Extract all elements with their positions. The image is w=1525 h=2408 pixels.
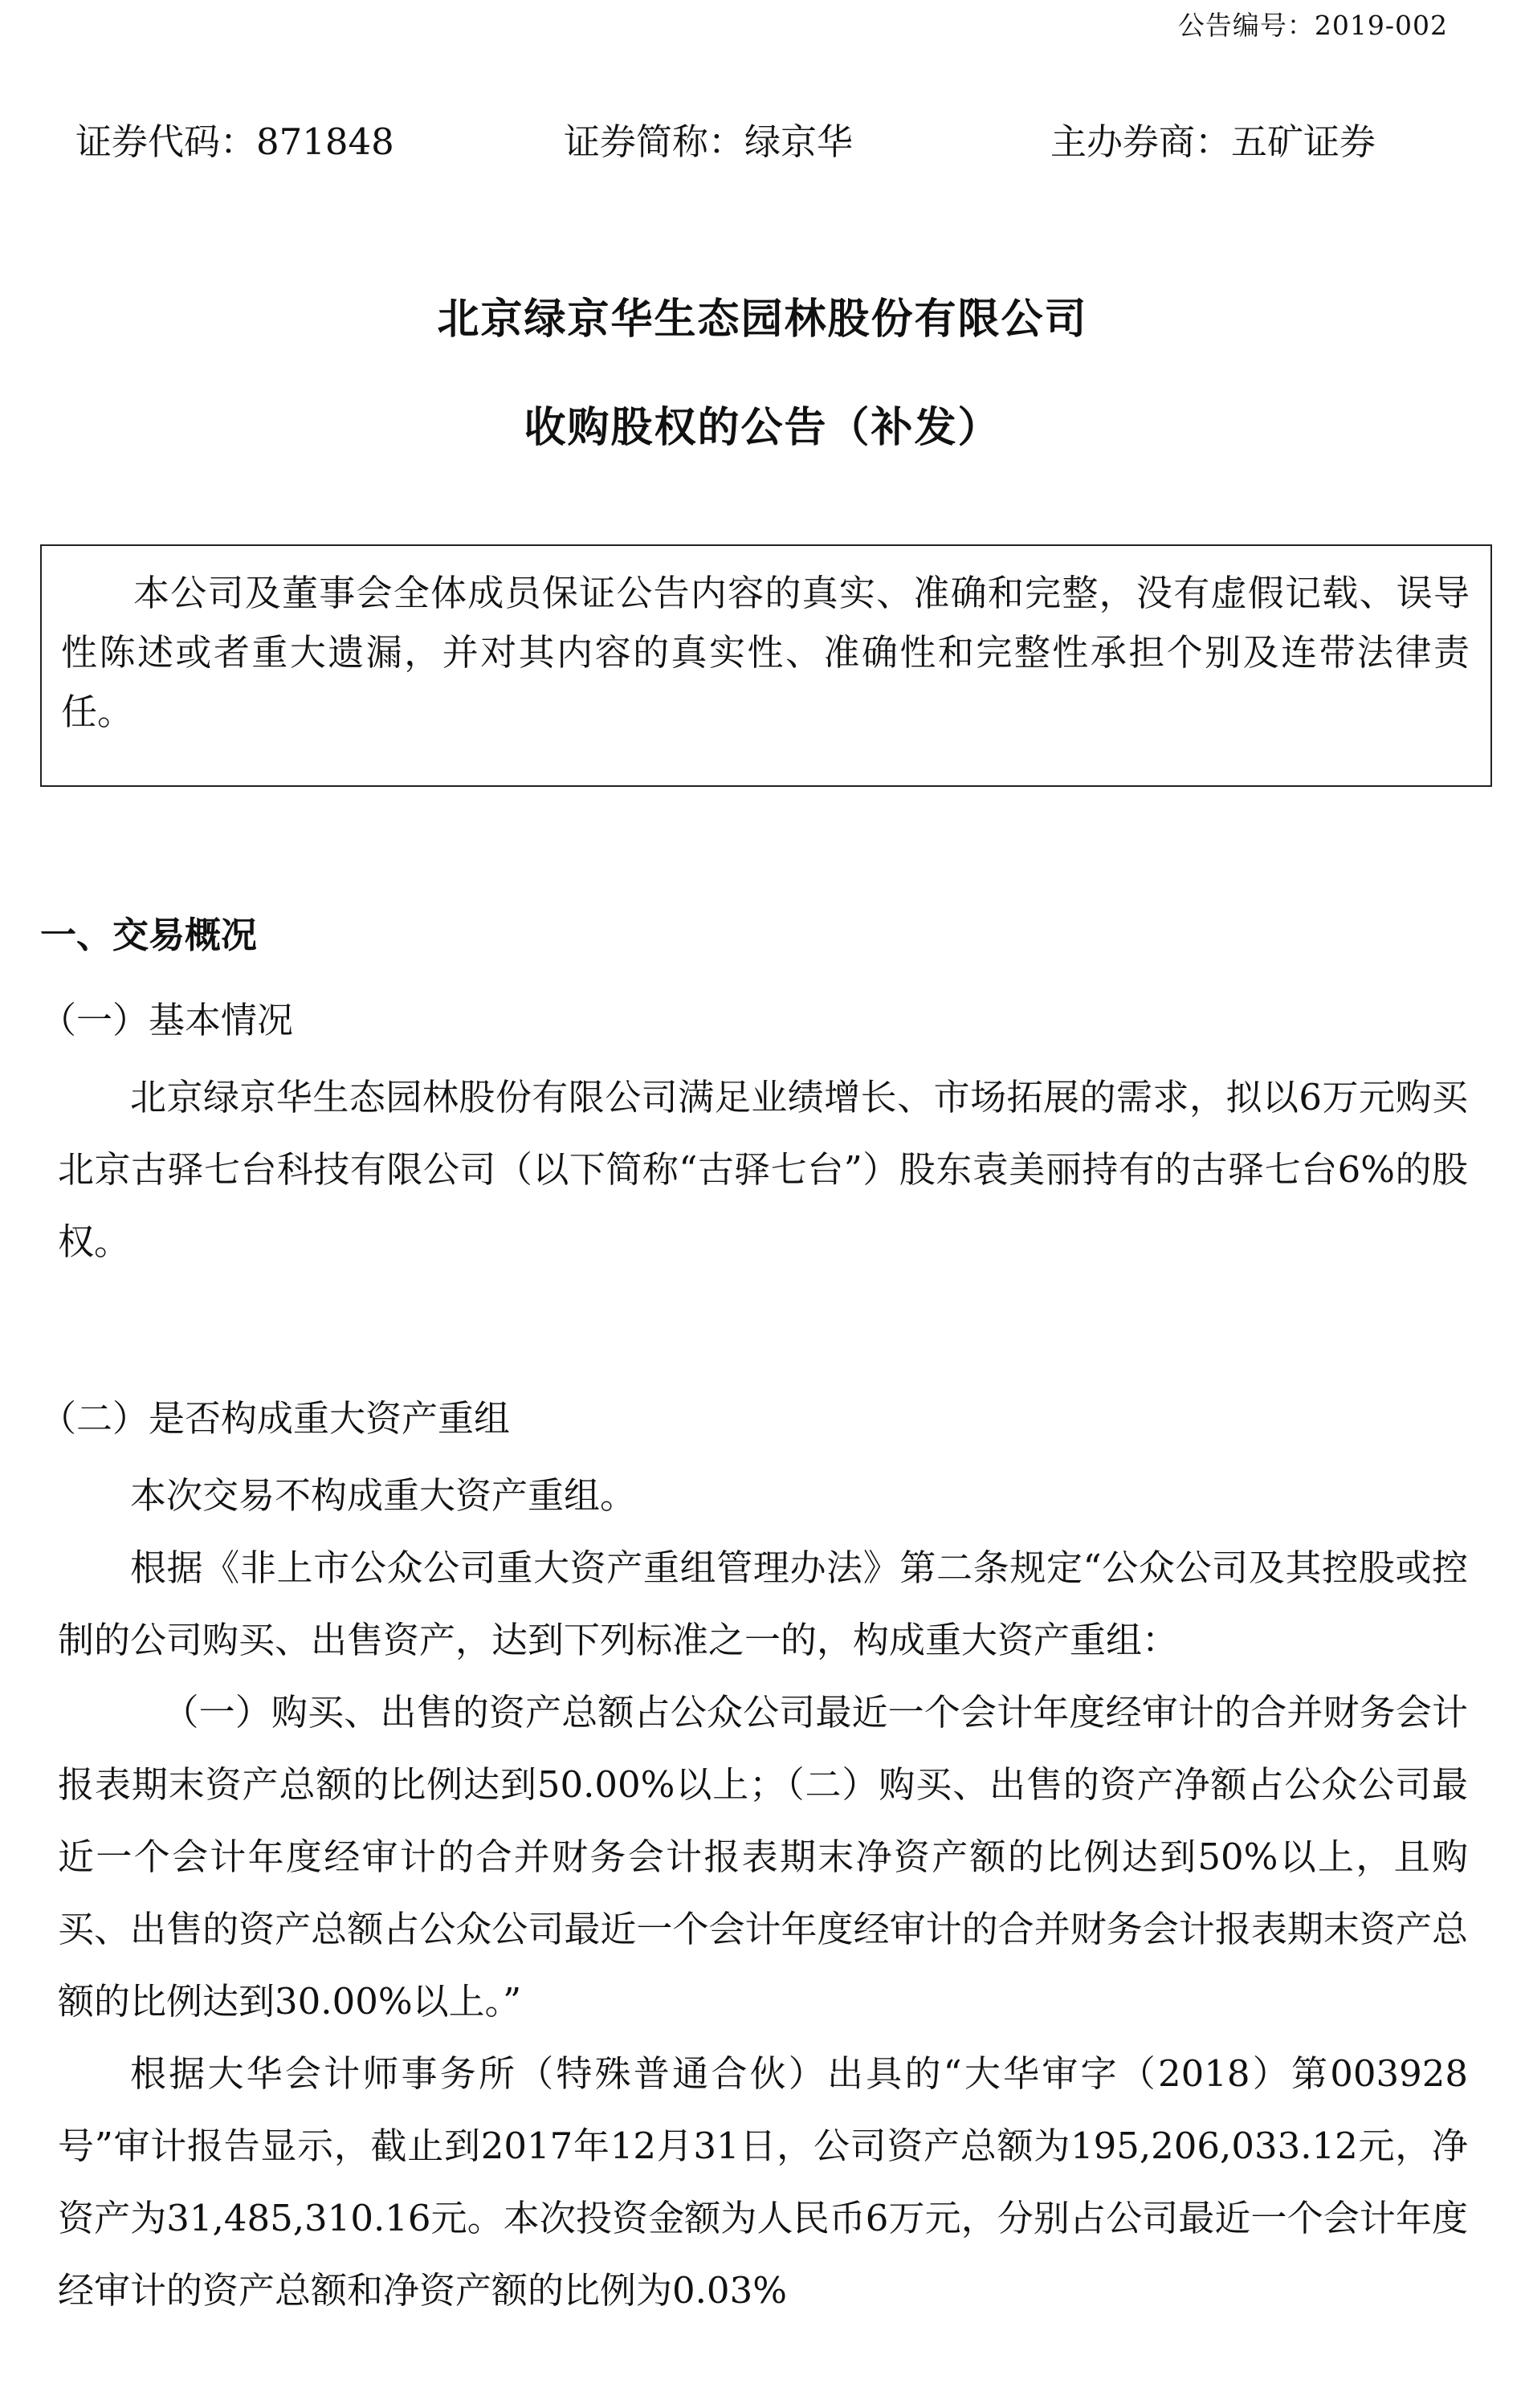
doc-number: 公告编号：2019-002: [1177, 10, 1448, 41]
section-heading-transaction-overview: 一、交易概况: [40, 914, 258, 956]
sponsoring-broker: 主办券商：五矿证券: [1050, 120, 1376, 163]
announcement-title: 收购股权的公告（补发）: [524, 404, 1001, 452]
paragraph-regulation-criteria: （一）购买、出售的资产总额占公众公司最近一个会计年度经审计的合并财务会计报表期末资产总额的比例达到50.00%以上；（二）购买、出售的资产净额占公众公司最近一个会计年度经审计的合并财务会计报表期末净资产额的比例达到50%以上，且购买、出售的资产总额占公众公司最近一个会计年度经审计的合并财务会计报表期末资产总额的比例达到30.00%以上。”: [58, 1691, 1468, 2023]
subsection-heading-basic-info: （一）基本情况: [40, 999, 294, 1041]
paragraph-not-restructuring: 本次交易不构成重大资产重组。: [130, 1474, 637, 1517]
securities-abbreviation: 证券简称：绿京华: [564, 120, 854, 163]
company-title: 北京绿京华生态园林股份有限公司: [437, 295, 1088, 344]
securities-code: 证券代码：871848: [75, 120, 394, 163]
board-statement-box: 本公司及董事会全体成员保证公告内容的真实、准确和完整，没有虚假记载、误导性陈述或者重大遗漏，并对其内容的真实性、准确性和完整性承担个别及连带法律责任。: [40, 544, 1492, 787]
paragraph-basic-info: 北京绿京华生态园林股份有限公司满足业绩增长、市场拓展的需求，拟以6万元购买北京古驿七台科技有限公司（以下简称“古驿七台”）股东袁美丽持有的古驿七台6%的股权。: [58, 1076, 1468, 1263]
subsection-heading-major-restructuring: （二）是否构成重大资产重组: [40, 1397, 511, 1440]
paragraph-regulation-basis: 根据《非上市公众公司重大资产重组管理办法》第二条规定“公众公司及其控股或控制的公司购买、出售资产，达到下列标准之一的，构成重大资产重组：: [58, 1546, 1468, 1661]
paragraph-audit-figures: 根据大华会计师事务所（特殊普通合伙）出具的“大华审字（2018）第003928号”审计报告显示，截止到2017年12月31日，公司资产总额为195,206,033.12元，净资产为31,485,310.16元。本次投资金额为人民币6万元，分别占公司最近一个会计年度经审计的资产总额和净资产额的比例为0.03%: [58, 2052, 1468, 2312]
